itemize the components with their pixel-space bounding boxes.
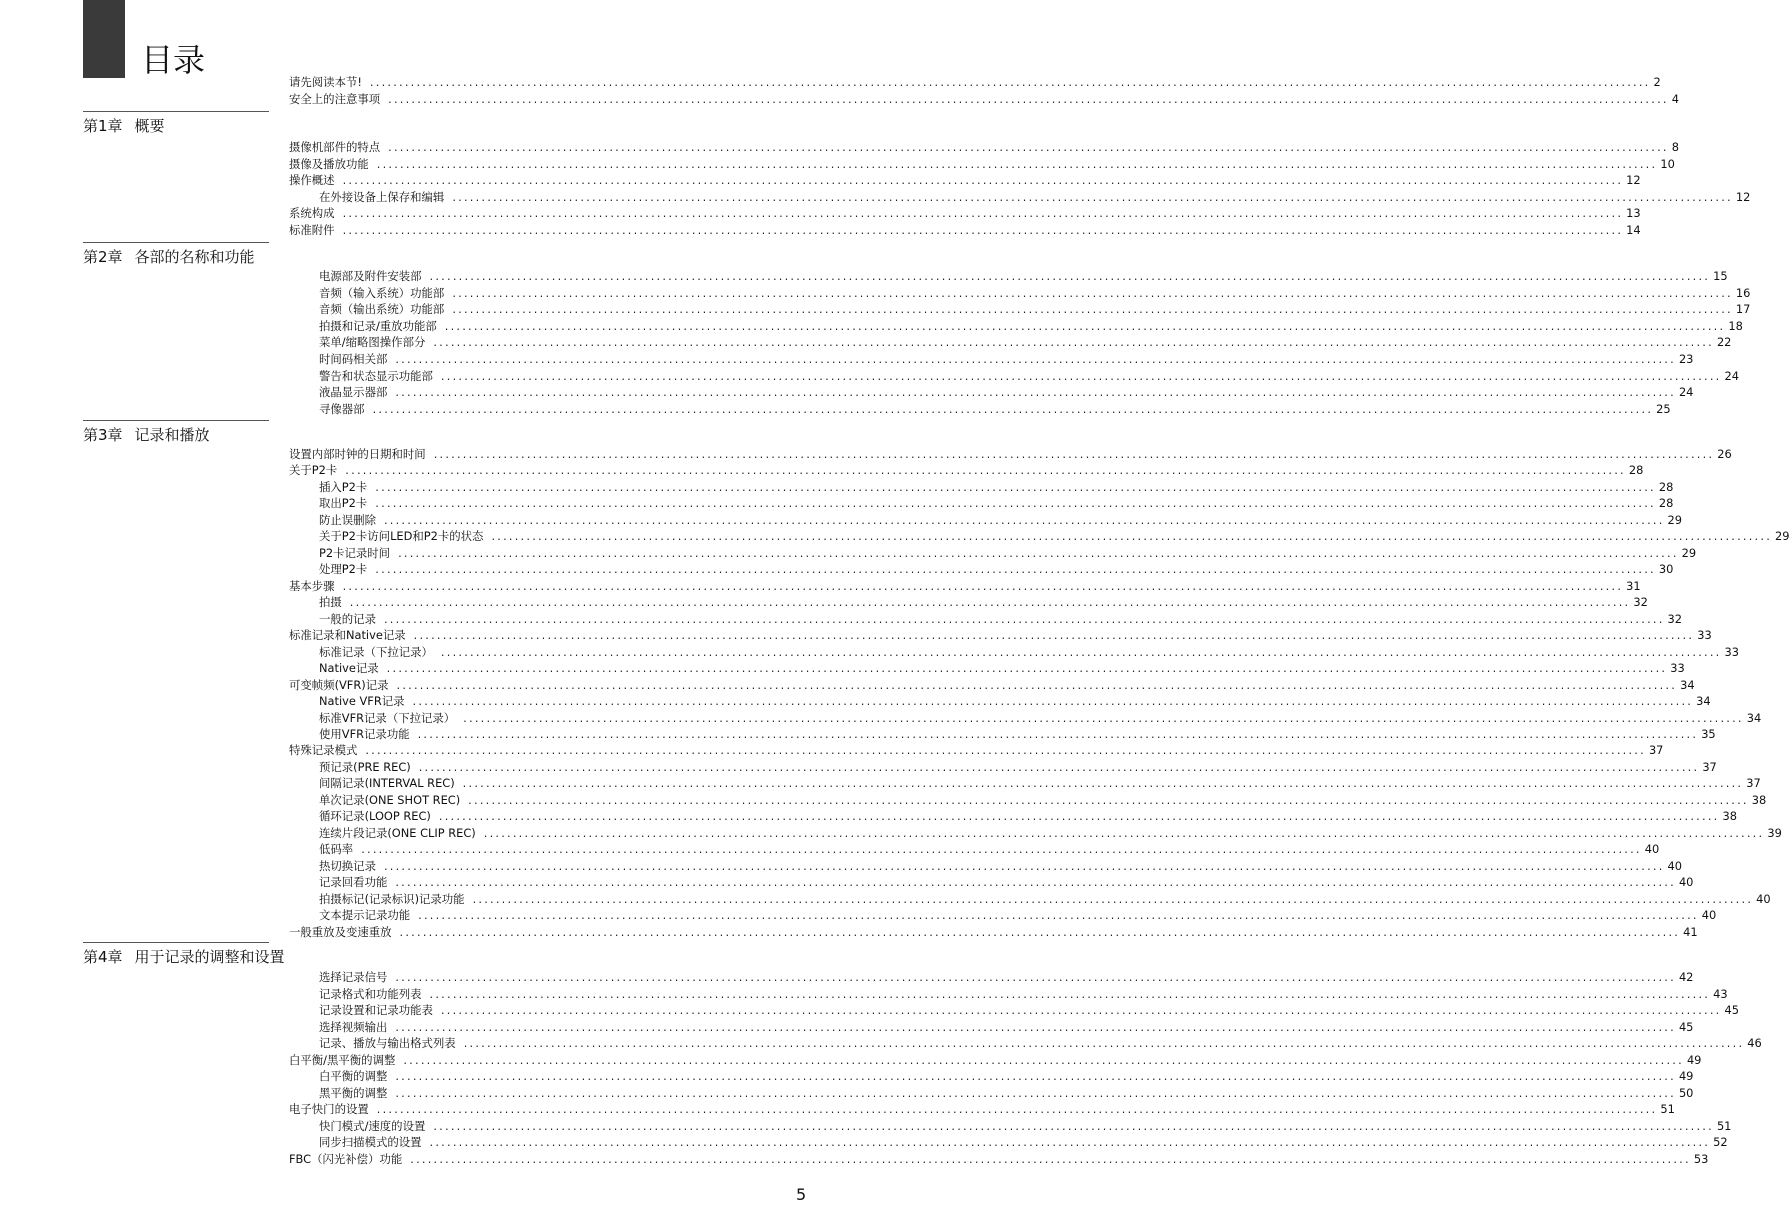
toc-entry-page: 2 bbox=[1653, 75, 1661, 89]
chapter-heading bbox=[83, 942, 285, 967]
toc-entry-page: 40 bbox=[1701, 908, 1717, 923]
toc-entry-title: 系统构成 bbox=[289, 206, 335, 221]
toc-entry-title: 操作概述 bbox=[289, 173, 335, 188]
toc-entry-title: 选择视频输出 bbox=[319, 1019, 388, 1034]
toc-entry-title: 黑平衡的调整 bbox=[319, 1085, 388, 1100]
toc-entry[interactable] bbox=[289, 222, 1641, 239]
dot-leader: ............................................................................................................................................................................................................................ bbox=[418, 759, 1700, 774]
dot-leader: ............................................................................................................................................................................................................................ bbox=[429, 1135, 1711, 1149]
dot-leader: ............................................................................................................................................................................................................................ bbox=[462, 776, 1744, 791]
chapter-heading bbox=[83, 242, 273, 267]
toc-entry-title: 记录格式和功能列表 bbox=[319, 986, 422, 1001]
dot-leader: ............................................................................................................................................................................................................................ bbox=[440, 1003, 1722, 1017]
toc-entry[interactable] bbox=[319, 611, 1683, 628]
toc-entry[interactable] bbox=[289, 924, 1698, 941]
toc-entry-page: 37 bbox=[1746, 776, 1761, 791]
dot-leader: ............................................................................................................................................................................................................................ bbox=[375, 479, 1656, 494]
toc-entry-title: 同步扫描模式的设置 bbox=[319, 1135, 422, 1149]
toc-entry[interactable] bbox=[319, 969, 1694, 986]
chapter-label bbox=[83, 116, 273, 136]
toc-entry[interactable] bbox=[319, 693, 1711, 710]
dot-leader: ............................................................................................................................................................................................................................ bbox=[438, 809, 1720, 824]
toc-entry-title: 白平衡的调整 bbox=[319, 1069, 388, 1083]
toc-entry[interactable] bbox=[319, 825, 1782, 842]
dot-leader: ............................................................................................................................................................................................................................ bbox=[433, 1118, 1714, 1133]
toc-entry[interactable] bbox=[319, 545, 1697, 562]
toc-entry[interactable] bbox=[319, 318, 1743, 335]
toc-entry[interactable] bbox=[319, 775, 1761, 792]
toc-entry-title: 插入P2卡 bbox=[319, 479, 368, 494]
chapter-number: 第3章 bbox=[83, 426, 123, 444]
toc-entry-page: 39 bbox=[1767, 825, 1782, 840]
toc-entry-title: 标准VFR记录（下拉记录） bbox=[319, 710, 456, 725]
toc-entry-page: 40 bbox=[1644, 842, 1660, 857]
dot-leader: ............................................................................................................................................................................................................................ bbox=[375, 496, 1656, 511]
toc-entry-page: 53 bbox=[1693, 1151, 1709, 1166]
toc-entry-page: 33 bbox=[1724, 644, 1739, 659]
toc-entry-title: 电子快门的设置 bbox=[289, 1102, 369, 1116]
chapter-number: 第1章 bbox=[83, 117, 123, 135]
toc-entry[interactable] bbox=[319, 907, 1717, 924]
toc-entry-title: 电源部及附件安装部 bbox=[319, 269, 422, 283]
toc-entry-page: 4 bbox=[1671, 92, 1679, 106]
chapter-label bbox=[83, 947, 285, 967]
toc-entry-title: 循环记录(LOOP REC) bbox=[319, 809, 431, 824]
page-title: 目录 bbox=[141, 41, 206, 79]
dot-leader: ............................................................................................................................................................................................................................ bbox=[433, 447, 1715, 461]
dot-leader: ............................................................................................................................................................................................................................ bbox=[395, 1085, 1676, 1100]
toc-entry[interactable] bbox=[319, 528, 1790, 545]
dot-leader: ............................................................................................................................................................................................................................ bbox=[433, 335, 1714, 350]
toc-entry-title: 设置内部时钟的日期和时间 bbox=[289, 447, 426, 461]
toc-entry-page: 33 bbox=[1670, 661, 1685, 676]
toc-entry-title: 记录回看功能 bbox=[319, 875, 388, 890]
toc-entry-title: 防止误删除 bbox=[319, 512, 376, 527]
chapter-rule bbox=[83, 111, 269, 112]
toc-entry-page: 52 bbox=[1713, 1135, 1728, 1149]
toc-entry-title: 关于P2卡 bbox=[289, 463, 338, 478]
toc-entry-page: 34 bbox=[1746, 710, 1762, 725]
toc-entry-title: 特殊记录模式 bbox=[289, 743, 358, 758]
toc-entry[interactable] bbox=[319, 561, 1674, 578]
chapter-heading bbox=[83, 420, 273, 445]
toc-entry-title: 使用VFR记录功能 bbox=[319, 726, 410, 741]
dot-leader: ............................................................................................................................................................................................................................ bbox=[349, 595, 1631, 610]
toc-entry-title: 菜单/缩略图操作部分 bbox=[319, 335, 426, 350]
toc-entry[interactable] bbox=[319, 1002, 1739, 1019]
toc-entry[interactable] bbox=[289, 742, 1664, 759]
dot-leader: ............................................................................................................................................................................................................................ bbox=[429, 269, 1711, 283]
dot-leader: ............................................................................................................................................................................................................................ bbox=[383, 512, 1665, 527]
toc-entry-title: 可变帧频(VFR)记录 bbox=[289, 677, 389, 692]
toc-entry[interactable] bbox=[319, 1085, 1694, 1102]
toc-entry-page: 40 bbox=[1678, 875, 1694, 890]
dot-leader: ............................................................................................................................................................................................................................ bbox=[386, 661, 1668, 676]
toc-entry-page: 8 bbox=[1671, 140, 1679, 154]
toc-entry-page: 29 bbox=[1667, 512, 1683, 527]
toc-entry-page: 51 bbox=[1660, 1102, 1675, 1116]
toc-entry-title: 处理P2卡 bbox=[319, 562, 368, 577]
toc-entry-page: 45 bbox=[1724, 1003, 1739, 1017]
dot-leader: ............................................................................................................................................................................................................................ bbox=[398, 545, 1679, 560]
chapter-label bbox=[83, 425, 273, 445]
toc-entry[interactable] bbox=[319, 512, 1683, 529]
toc-entry-page: 22 bbox=[1716, 335, 1732, 350]
toc-entry-page: 32 bbox=[1633, 595, 1648, 610]
dot-leader: ............................................................................................................................................................................................................................ bbox=[376, 1102, 1658, 1116]
toc-entry-title: 标准附件 bbox=[289, 223, 335, 237]
dot-leader: ............................................................................................................................................................................................................................ bbox=[369, 75, 1651, 89]
toc-entry-page: 50 bbox=[1678, 1085, 1694, 1100]
toc-entry-page: 25 bbox=[1656, 401, 1671, 416]
toc-entry-page: 34 bbox=[1696, 694, 1711, 709]
toc-entry-title: 记录、播放与输出格式列表 bbox=[319, 1036, 456, 1050]
dot-leader: ............................................................................................................................................................................................................................ bbox=[395, 970, 1676, 984]
toc-entry-page: 29 bbox=[1775, 529, 1790, 544]
dot-leader: ............................................................................................................................................................................................................................ bbox=[468, 792, 1749, 807]
toc-entry-title: 安全上的注意事项 bbox=[289, 92, 381, 106]
toc-entry-page: 40 bbox=[1756, 891, 1771, 906]
dot-leader: ............................................................................................................................................................................................................................ bbox=[342, 173, 1624, 188]
toc-entry[interactable] bbox=[319, 986, 1728, 1003]
toc-entry-page: 17 bbox=[1735, 302, 1751, 317]
toc-entry-page: 28 bbox=[1628, 463, 1644, 478]
dot-leader: ............................................................................................................................................................................................................................ bbox=[429, 986, 1711, 1001]
toc-entry-title: Native VFR记录 bbox=[319, 694, 405, 709]
chapter-number: 第2章 bbox=[83, 248, 123, 266]
toc-entry-title: 请先阅读本节! bbox=[289, 75, 362, 89]
toc-entry-page: 18 bbox=[1728, 318, 1743, 333]
dot-leader: ............................................................................................................................................................................................................................ bbox=[417, 726, 1699, 741]
toc-entry[interactable] bbox=[319, 660, 1685, 677]
toc-entry-title: 一般重放及变速重放 bbox=[289, 924, 392, 939]
dot-leader: ............................................................................................................................................................................................................................ bbox=[410, 1151, 1691, 1166]
toc-entry[interactable] bbox=[289, 91, 1679, 108]
dot-leader: ............................................................................................................................................................................................................................ bbox=[491, 529, 1773, 544]
chapter-title: 记录和播放 bbox=[134, 426, 210, 444]
dot-leader: ............................................................................................................................................................................................................................ bbox=[463, 710, 1744, 725]
toc-entry-page: 49 bbox=[1686, 1052, 1702, 1067]
dot-leader: ............................................................................................................................................................................................................................ bbox=[395, 1069, 1676, 1083]
dot-leader: ............................................................................................................................................................................................................................ bbox=[412, 694, 1694, 709]
toc-entry-page: 28 bbox=[1658, 496, 1674, 511]
chapter-number: 第4章 bbox=[83, 948, 123, 966]
toc-entry-page: 37 bbox=[1648, 743, 1664, 758]
dot-leader: ............................................................................................................................................................................................................................ bbox=[463, 1036, 1745, 1050]
toc-entry-page: 32 bbox=[1667, 611, 1683, 626]
toc-entry[interactable] bbox=[319, 1134, 1728, 1151]
dot-leader: ............................................................................................................................................................................................................................ bbox=[376, 156, 1658, 171]
toc-entry[interactable] bbox=[289, 627, 1712, 644]
dot-leader: ............................................................................................................................................................................................................................ bbox=[452, 285, 1733, 300]
toc-entry-title: 寻像器部 bbox=[319, 401, 365, 416]
toc-entry-page: 35 bbox=[1701, 726, 1716, 741]
dot-leader: ............................................................................................................................................................................................................................ bbox=[361, 842, 1642, 857]
toc-entry-title: 记录设置和记录功能表 bbox=[319, 1003, 433, 1017]
toc-entry-title: 拍摄 bbox=[319, 595, 342, 610]
toc-entry-title: 文本提示记录功能 bbox=[319, 908, 411, 923]
toc-entry[interactable] bbox=[319, 792, 1767, 809]
toc-entry[interactable] bbox=[319, 384, 1694, 401]
toc-entry-page: 30 bbox=[1658, 562, 1674, 577]
toc-entry-title: 关于P2卡访问LED和P2卡的状态 bbox=[319, 529, 484, 544]
toc-entry[interactable] bbox=[319, 401, 1671, 418]
dot-leader: ............................................................................................................................................................................................................................ bbox=[483, 825, 1765, 840]
toc-entry[interactable] bbox=[289, 156, 1675, 173]
toc-entry-title: 一般的记录 bbox=[319, 611, 376, 626]
toc-entry-page: 12 bbox=[1626, 173, 1641, 188]
toc-entry-title: 预记录(PRE REC) bbox=[319, 759, 411, 774]
toc-entry-page: 26 bbox=[1717, 447, 1732, 461]
chapter-label bbox=[83, 247, 273, 267]
toc-entry-page: 10 bbox=[1660, 156, 1675, 171]
toc-entry[interactable] bbox=[319, 874, 1694, 891]
toc-entry[interactable] bbox=[319, 808, 1737, 825]
dot-leader: ............................................................................................................................................................................................................................ bbox=[383, 858, 1665, 873]
toc-entry-title: 音频（输出系统）功能部 bbox=[319, 302, 445, 317]
toc-entry-page: 45 bbox=[1678, 1019, 1694, 1034]
toc-entry-page: 42 bbox=[1678, 970, 1694, 984]
dot-leader: ............................................................................................................................................................................................................................ bbox=[388, 140, 1669, 154]
toc-entry-page: 24 bbox=[1678, 385, 1694, 400]
dot-leader: ............................................................................................................................................................................................................................ bbox=[345, 463, 1626, 478]
dot-leader: ............................................................................................................................................................................................................................ bbox=[342, 206, 1624, 221]
toc-entry[interactable] bbox=[319, 1019, 1694, 1036]
chapter-title: 用于记录的调整和设置 bbox=[134, 948, 285, 966]
toc-entry-title: P2卡记录时间 bbox=[319, 545, 391, 560]
toc-entry[interactable] bbox=[319, 351, 1694, 368]
chapter-heading bbox=[83, 111, 273, 136]
dot-leader: ............................................................................................................................................................................................................................ bbox=[365, 743, 1646, 758]
toc-entry-title: 警告和状态显示功能部 bbox=[319, 368, 433, 383]
toc-entry-page: 41 bbox=[1683, 924, 1698, 939]
dot-leader: ............................................................................................................................................................................................................................ bbox=[444, 318, 1726, 333]
toc-entry-page: 43 bbox=[1713, 986, 1728, 1001]
dot-leader: ............................................................................................................................................................................................................................ bbox=[418, 908, 1699, 923]
toc-entry[interactable] bbox=[319, 334, 1732, 351]
toc-entry[interactable] bbox=[289, 1151, 1709, 1168]
toc-entry[interactable] bbox=[319, 1035, 1762, 1052]
dot-leader: ............................................................................................................................................................................................................................ bbox=[372, 401, 1654, 416]
toc-entry[interactable] bbox=[289, 1052, 1702, 1069]
toc-entry[interactable] bbox=[289, 74, 1661, 91]
toc-entry-title: 热切换记录 bbox=[319, 858, 376, 873]
toc-entry[interactable] bbox=[319, 726, 1716, 743]
toc-entry-title: 音频（输入系统）功能部 bbox=[319, 285, 445, 300]
toc-entry[interactable] bbox=[319, 759, 1717, 776]
toc-entry-title: 取出P2卡 bbox=[319, 496, 368, 511]
toc-entry[interactable] bbox=[319, 368, 1739, 385]
chapter-title: 各部的名称和功能 bbox=[134, 248, 255, 266]
chapter-rule bbox=[83, 420, 269, 421]
toc-entry-title: 连续片段记录(ONE CLIP REC) bbox=[319, 825, 476, 840]
dot-leader: ............................................................................................................................................................................................................................ bbox=[395, 385, 1676, 400]
toc-entry[interactable] bbox=[319, 189, 1751, 206]
toc-entry-title: 时间码相关部 bbox=[319, 352, 388, 366]
toc-entry-title: 单次记录(ONE SHOT REC) bbox=[319, 792, 461, 807]
toc-entry[interactable] bbox=[319, 858, 1683, 875]
dot-leader: ............................................................................................................................................................................................................................ bbox=[388, 92, 1669, 106]
toc-entry-title: 液晶显示器部 bbox=[319, 385, 388, 400]
dot-leader: ............................................................................................................................................................................................................................ bbox=[399, 924, 1681, 939]
toc-entry[interactable] bbox=[319, 479, 1674, 496]
toc-entry-title: 低码率 bbox=[319, 842, 354, 857]
dot-leader: ............................................................................................................................................................................................................................ bbox=[395, 875, 1676, 890]
toc-entry-page: 51 bbox=[1716, 1118, 1732, 1133]
toc-entry[interactable] bbox=[289, 578, 1641, 595]
toc-entry-title: 拍摄标记(记录标识)记录功能 bbox=[319, 891, 465, 906]
chapter-title: 概要 bbox=[134, 117, 165, 135]
toc-entry[interactable] bbox=[289, 139, 1679, 156]
toc-entry-page: 37 bbox=[1702, 759, 1717, 774]
toc-entry-page: 49 bbox=[1678, 1069, 1694, 1083]
toc-entry-page: 33 bbox=[1697, 628, 1712, 643]
chapter-rule bbox=[83, 942, 269, 943]
toc-entry-title: 基本步骤 bbox=[289, 578, 335, 593]
dot-leader: ............................................................................................................................................................................................................................ bbox=[342, 223, 1624, 237]
toc-entry[interactable] bbox=[319, 891, 1771, 908]
dot-leader: ............................................................................................................................................................................................................................ bbox=[440, 368, 1722, 383]
toc-entry[interactable] bbox=[319, 268, 1728, 285]
header-block bbox=[83, 0, 125, 78]
chapter-rule bbox=[83, 242, 269, 243]
toc-entry-title: 标准记录和Native记录 bbox=[289, 628, 406, 643]
toc-entry[interactable] bbox=[319, 495, 1674, 512]
toc-entry[interactable] bbox=[289, 677, 1695, 694]
toc-entry-title: FBC（闪光补偿）功能 bbox=[289, 1151, 403, 1166]
toc-entry-page: 15 bbox=[1713, 269, 1728, 283]
toc-entry-title: 选择记录信号 bbox=[319, 970, 388, 984]
toc-entry-page: 38 bbox=[1722, 809, 1737, 824]
dot-leader: ............................................................................................................................................................................................................................ bbox=[395, 1019, 1676, 1034]
toc-entry-title: Native记录 bbox=[319, 661, 379, 676]
toc-entry-page: 38 bbox=[1751, 792, 1767, 807]
dot-leader: ............................................................................................................................................................................................................................ bbox=[375, 562, 1656, 577]
toc-entry[interactable] bbox=[289, 205, 1641, 222]
toc-entry-page: 16 bbox=[1735, 285, 1751, 300]
toc-entry[interactable] bbox=[319, 594, 1648, 611]
toc-entry[interactable] bbox=[289, 172, 1641, 189]
dot-leader: ............................................................................................................................................................................................................................ bbox=[452, 189, 1733, 204]
toc-entry[interactable] bbox=[289, 462, 1644, 479]
dot-leader: ............................................................................................................................................................................................................................ bbox=[413, 628, 1695, 643]
toc-entry[interactable] bbox=[319, 285, 1751, 302]
toc-entry-page: 29 bbox=[1681, 545, 1697, 560]
toc-entry[interactable] bbox=[319, 710, 1762, 727]
toc-entry-page: 13 bbox=[1626, 206, 1641, 221]
toc-entry-page: 24 bbox=[1724, 368, 1739, 383]
page-number: 5 bbox=[796, 1185, 807, 1204]
toc-entry[interactable] bbox=[319, 1118, 1732, 1135]
toc-entry-page: 34 bbox=[1680, 677, 1695, 692]
toc-entry[interactable] bbox=[289, 1101, 1675, 1118]
toc-entry-page: 28 bbox=[1658, 479, 1674, 494]
dot-leader: ............................................................................................................................................................................................................................ bbox=[396, 677, 1678, 692]
dot-leader: ............................................................................................................................................................................................................................ bbox=[403, 1052, 1684, 1067]
toc-entry-title: 快门模式/速度的设置 bbox=[319, 1118, 426, 1133]
toc-entry[interactable] bbox=[289, 446, 1732, 463]
dot-leader: ............................................................................................................................................................................................................................ bbox=[440, 644, 1722, 659]
toc-entry-title: 摄像及播放功能 bbox=[289, 156, 369, 171]
toc-entry-page: 23 bbox=[1678, 352, 1694, 366]
toc-entry-page: 46 bbox=[1747, 1036, 1762, 1050]
toc-entry[interactable] bbox=[319, 841, 1660, 858]
toc-entry[interactable] bbox=[319, 301, 1751, 318]
toc-entry[interactable] bbox=[319, 1068, 1694, 1085]
toc-entry-title: 间隔记录(INTERVAL REC) bbox=[319, 776, 455, 791]
dot-leader: ............................................................................................................................................................................................................................ bbox=[342, 578, 1624, 593]
toc-entry-title: 标准记录（下拉记录） bbox=[319, 644, 433, 659]
toc-entry-title: 在外接设备上保存和编辑 bbox=[319, 189, 445, 204]
toc-entry-page: 12 bbox=[1735, 189, 1751, 204]
toc-entry-title: 白平衡/黑平衡的调整 bbox=[289, 1052, 396, 1067]
dot-leader: ............................................................................................................................................................................................................................ bbox=[472, 891, 1754, 906]
toc-entry-page: 31 bbox=[1626, 578, 1641, 593]
dot-leader: ............................................................................................................................................................................................................................ bbox=[383, 611, 1665, 626]
toc-entry-page: 14 bbox=[1626, 223, 1641, 237]
dot-leader: ............................................................................................................................................................................................................................ bbox=[452, 302, 1733, 317]
toc-entry[interactable] bbox=[319, 644, 1739, 661]
dot-leader: ............................................................................................................................................................................................................................ bbox=[395, 352, 1676, 366]
toc-entry-page: 40 bbox=[1667, 858, 1683, 873]
toc-entry-title: 摄像机部件的特点 bbox=[289, 140, 381, 154]
toc-entry-title: 拍摄和记录/重放功能部 bbox=[319, 318, 437, 333]
